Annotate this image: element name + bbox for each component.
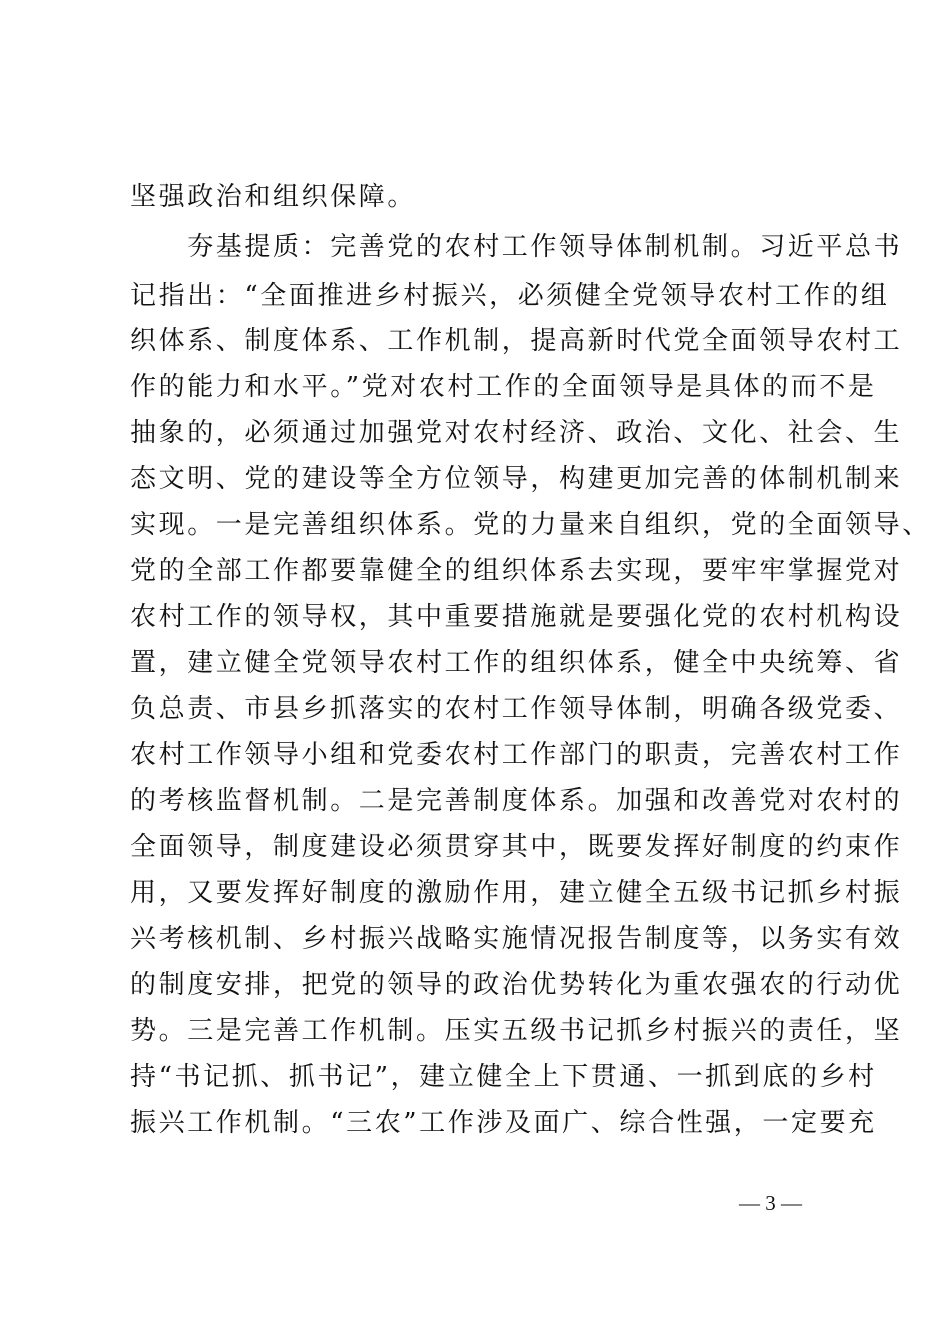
text-line: 势。三是完善工作机制。压实五级书记抓乡村振兴的责任，坚	[130, 1016, 903, 1046]
text-line: 织体系、制度体系、工作机制，提高新时代党全面领导农村工	[130, 326, 903, 356]
page-number: — 3 —	[739, 1191, 802, 1215]
text-line: 负总责、市县乡抓落实的农村工作领导体制，明确各级党委、	[130, 694, 903, 724]
text-line: 持“书记抓、抓书记”，建立健全上下贯通、一抓到底的乡村	[130, 1062, 877, 1092]
text-line: 作的能力和水平。”党对农村工作的全面领导是具体的而不是	[130, 372, 877, 402]
text-line: 抽象的，必须通过加强党对农村经济、政治、文化、社会、生	[130, 418, 903, 448]
text-line: 振兴工作机制。“三农”工作涉及面广、综合性强，一定要充	[130, 1108, 877, 1138]
text-line: 兴考核机制、乡村振兴战略实施情况报告制度等，以务实有效	[130, 924, 903, 954]
text-line: 农村工作领导小组和党委农村工作部门的职责，完善农村工作	[130, 740, 903, 770]
text-line: 全面领导，制度建设必须贯穿其中，既要发挥好制度的约束作	[130, 832, 903, 862]
text-line: 记指出：“全面推进乡村振兴，必须健全党领导农村工作的组	[130, 281, 890, 311]
text-line: 夯基提质：完善党的农村工作领导体制机制。习近平总书	[130, 232, 903, 262]
text-line: 的考核监督机制。二是完善制度体系。加强和改善党对农村的	[130, 786, 903, 816]
text-line: 实现。一是完善组织体系。党的力量来自组织，党的全面领导、	[130, 510, 931, 540]
text-line: 农村工作的领导权，其中重要措施就是要强化党的农村机构设	[130, 602, 903, 632]
text-line: 置，建立健全党领导农村工作的组织体系，健全中央统筹、省	[130, 648, 903, 678]
text-line: 用，又要发挥好制度的激励作用，建立健全五级书记抓乡村振	[130, 878, 903, 908]
text-line: 的制度安排，把党的领导的政治优势转化为重农强农的行动优	[130, 970, 903, 1000]
text-line: 党的全部工作都要靠健全的组织体系去实现，要牢牢掌握党对	[130, 556, 903, 586]
text-line: 坚强政治和组织保障。	[130, 182, 417, 212]
text-line: 态文明、党的建设等全方位领导，构建更加完善的体制机制来	[130, 464, 903, 494]
